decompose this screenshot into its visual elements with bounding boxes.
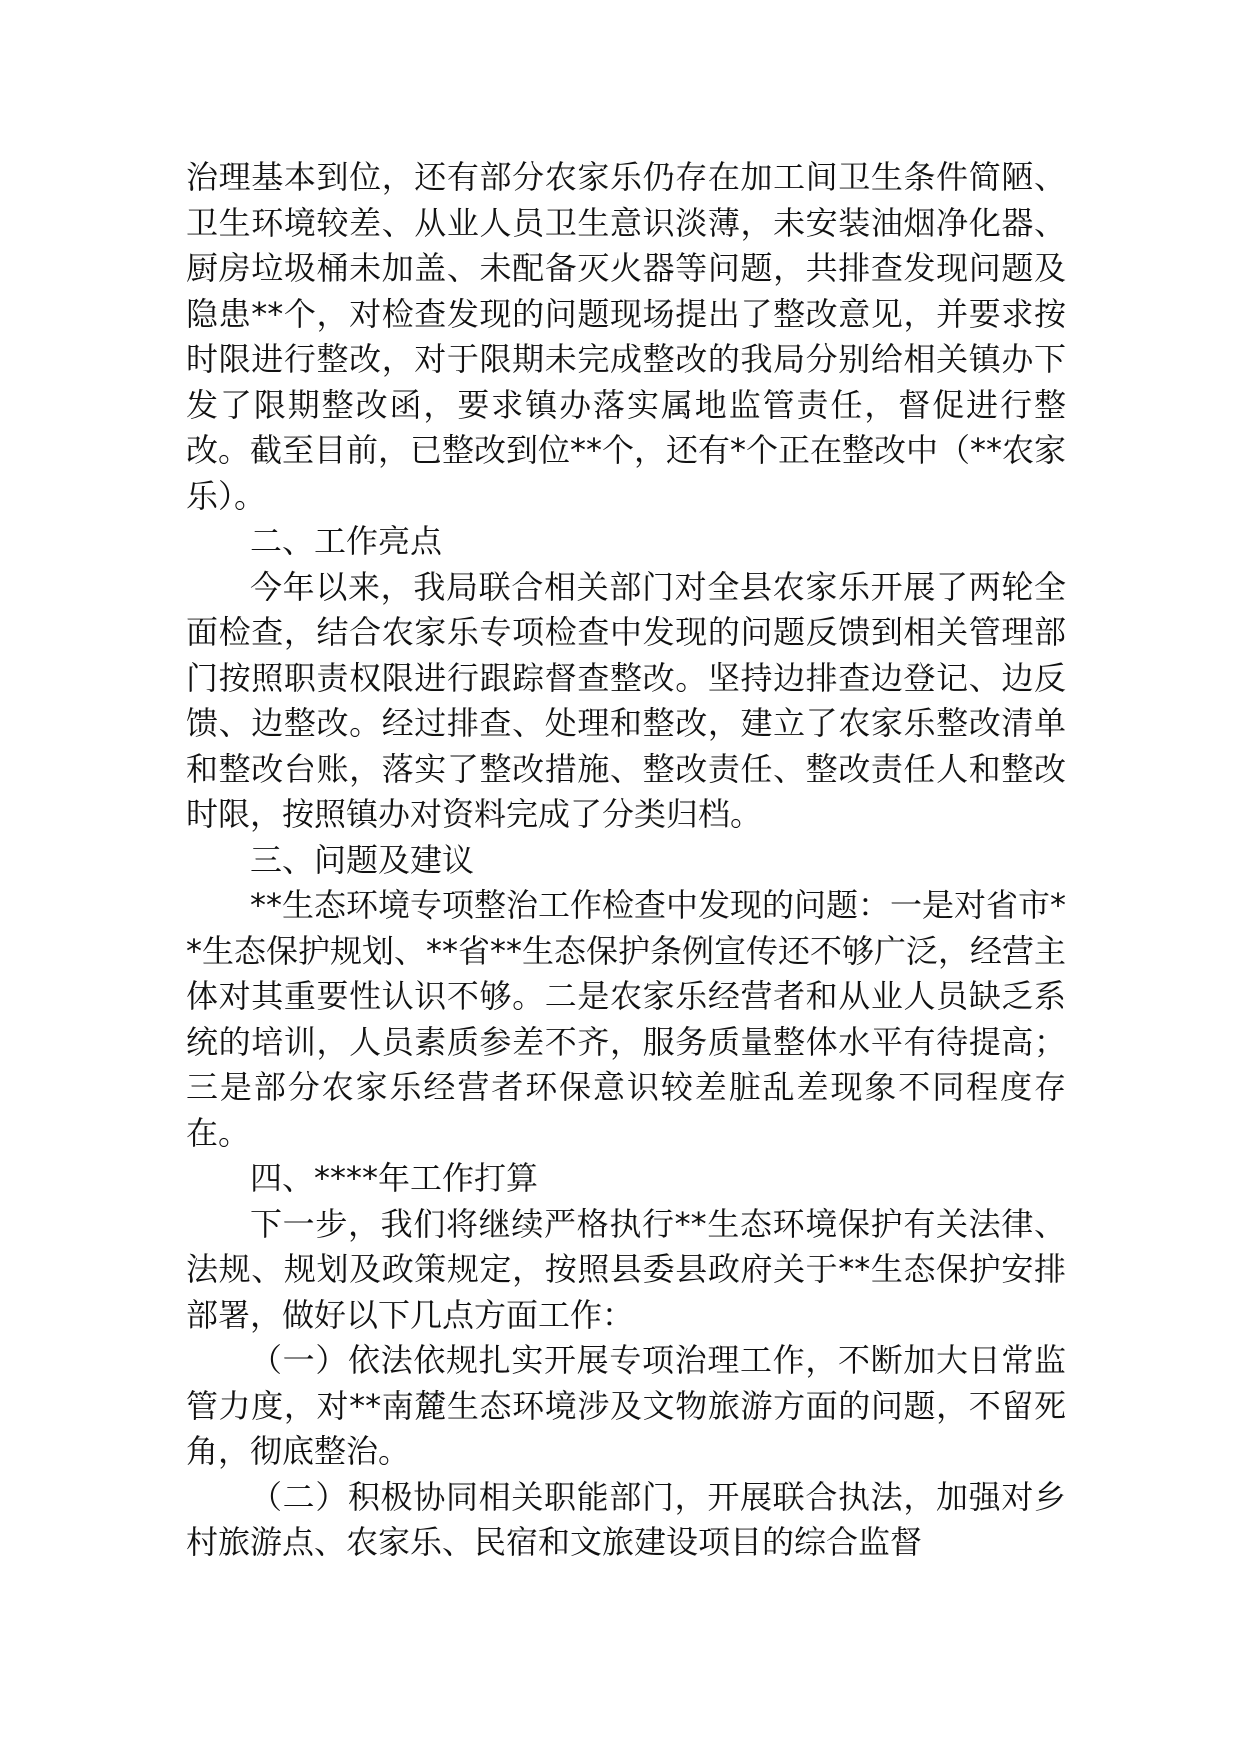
paragraph-plan-item-2: （二）积极协同相关职能部门，开展联合执法，加强对乡村旅游点、农家乐、民宿和文旅建设项目的综合监督 <box>186 1477 1066 1561</box>
section-heading-plans: 四、****年工作打算 <box>250 1159 539 1197</box>
paragraph-plan-item-1: （一）依法依规扎实开展专项治理工作，不断加大日常监管力度，对**南麓生态环境涉及文物旅游方面的问题，不留死角，彻底整治。 <box>186 1341 1066 1470</box>
document-body <box>186 155 1066 1566</box>
paragraph-problems: **生态环境专项整治工作检查中发现的问题：一是对省市**生态保护规划、**省**生态保护条例宣传还不够广泛，经营主体对其重要性认识不够。二是农家乐经营者和从业人员缺乏系统的培训，人员素质参差不齐，服务质量整体水平有待提高；三是部分农家乐经营者环保意识较差脏乱差现象不同程度存在。 <box>186 886 1067 1152</box>
section-heading-highlights: 二、工作亮点 <box>250 522 443 560</box>
paragraph-highlights: 今年以来，我局联合相关部门对全县农家乐开展了两轮全面检查，结合农家乐专项检查中发现的问题反馈到相关管理部门按照职责权限进行跟踪督查整改。坚持边排查边登记、边反馈、边整改。经过排查、处理和整改，建立了农家乐整改清单和整改台账，落实了整改措施、整改责任、整改责任人和整改时限，按照镇办对资料完成了分类归档。 <box>186 567 1066 833</box>
paragraph-continuation: 治理基本到位，还有部分农家乐仍存在加工间卫生条件简陋、卫生环境较差、从业人员卫生意识淡薄，未安装油烟净化器、厨房垃圾桶未加盖、未配备灭火器等问题，共排查发现问题及隐患**个，对检查发现的问题现场提出了整改意见，并要求按时限进行整改，对于限期未完成整改的我局分别给相关镇办下发了限期整改函，要求镇办落实属地监管责任，督促进行整改。截至目前，已整改到位**个，还有*个正在整改中（**农家乐）。 <box>186 158 1067 515</box>
paragraph-plans-intro: 下一步，我们将继续严格执行**生态环境保护有关法律、法规、规划及政策规定，按照县委县政府关于**生态保护安排部署，做好以下几点方面工作： <box>186 1204 1066 1334</box>
section-heading-problems: 三、问题及建议 <box>250 840 475 879</box>
